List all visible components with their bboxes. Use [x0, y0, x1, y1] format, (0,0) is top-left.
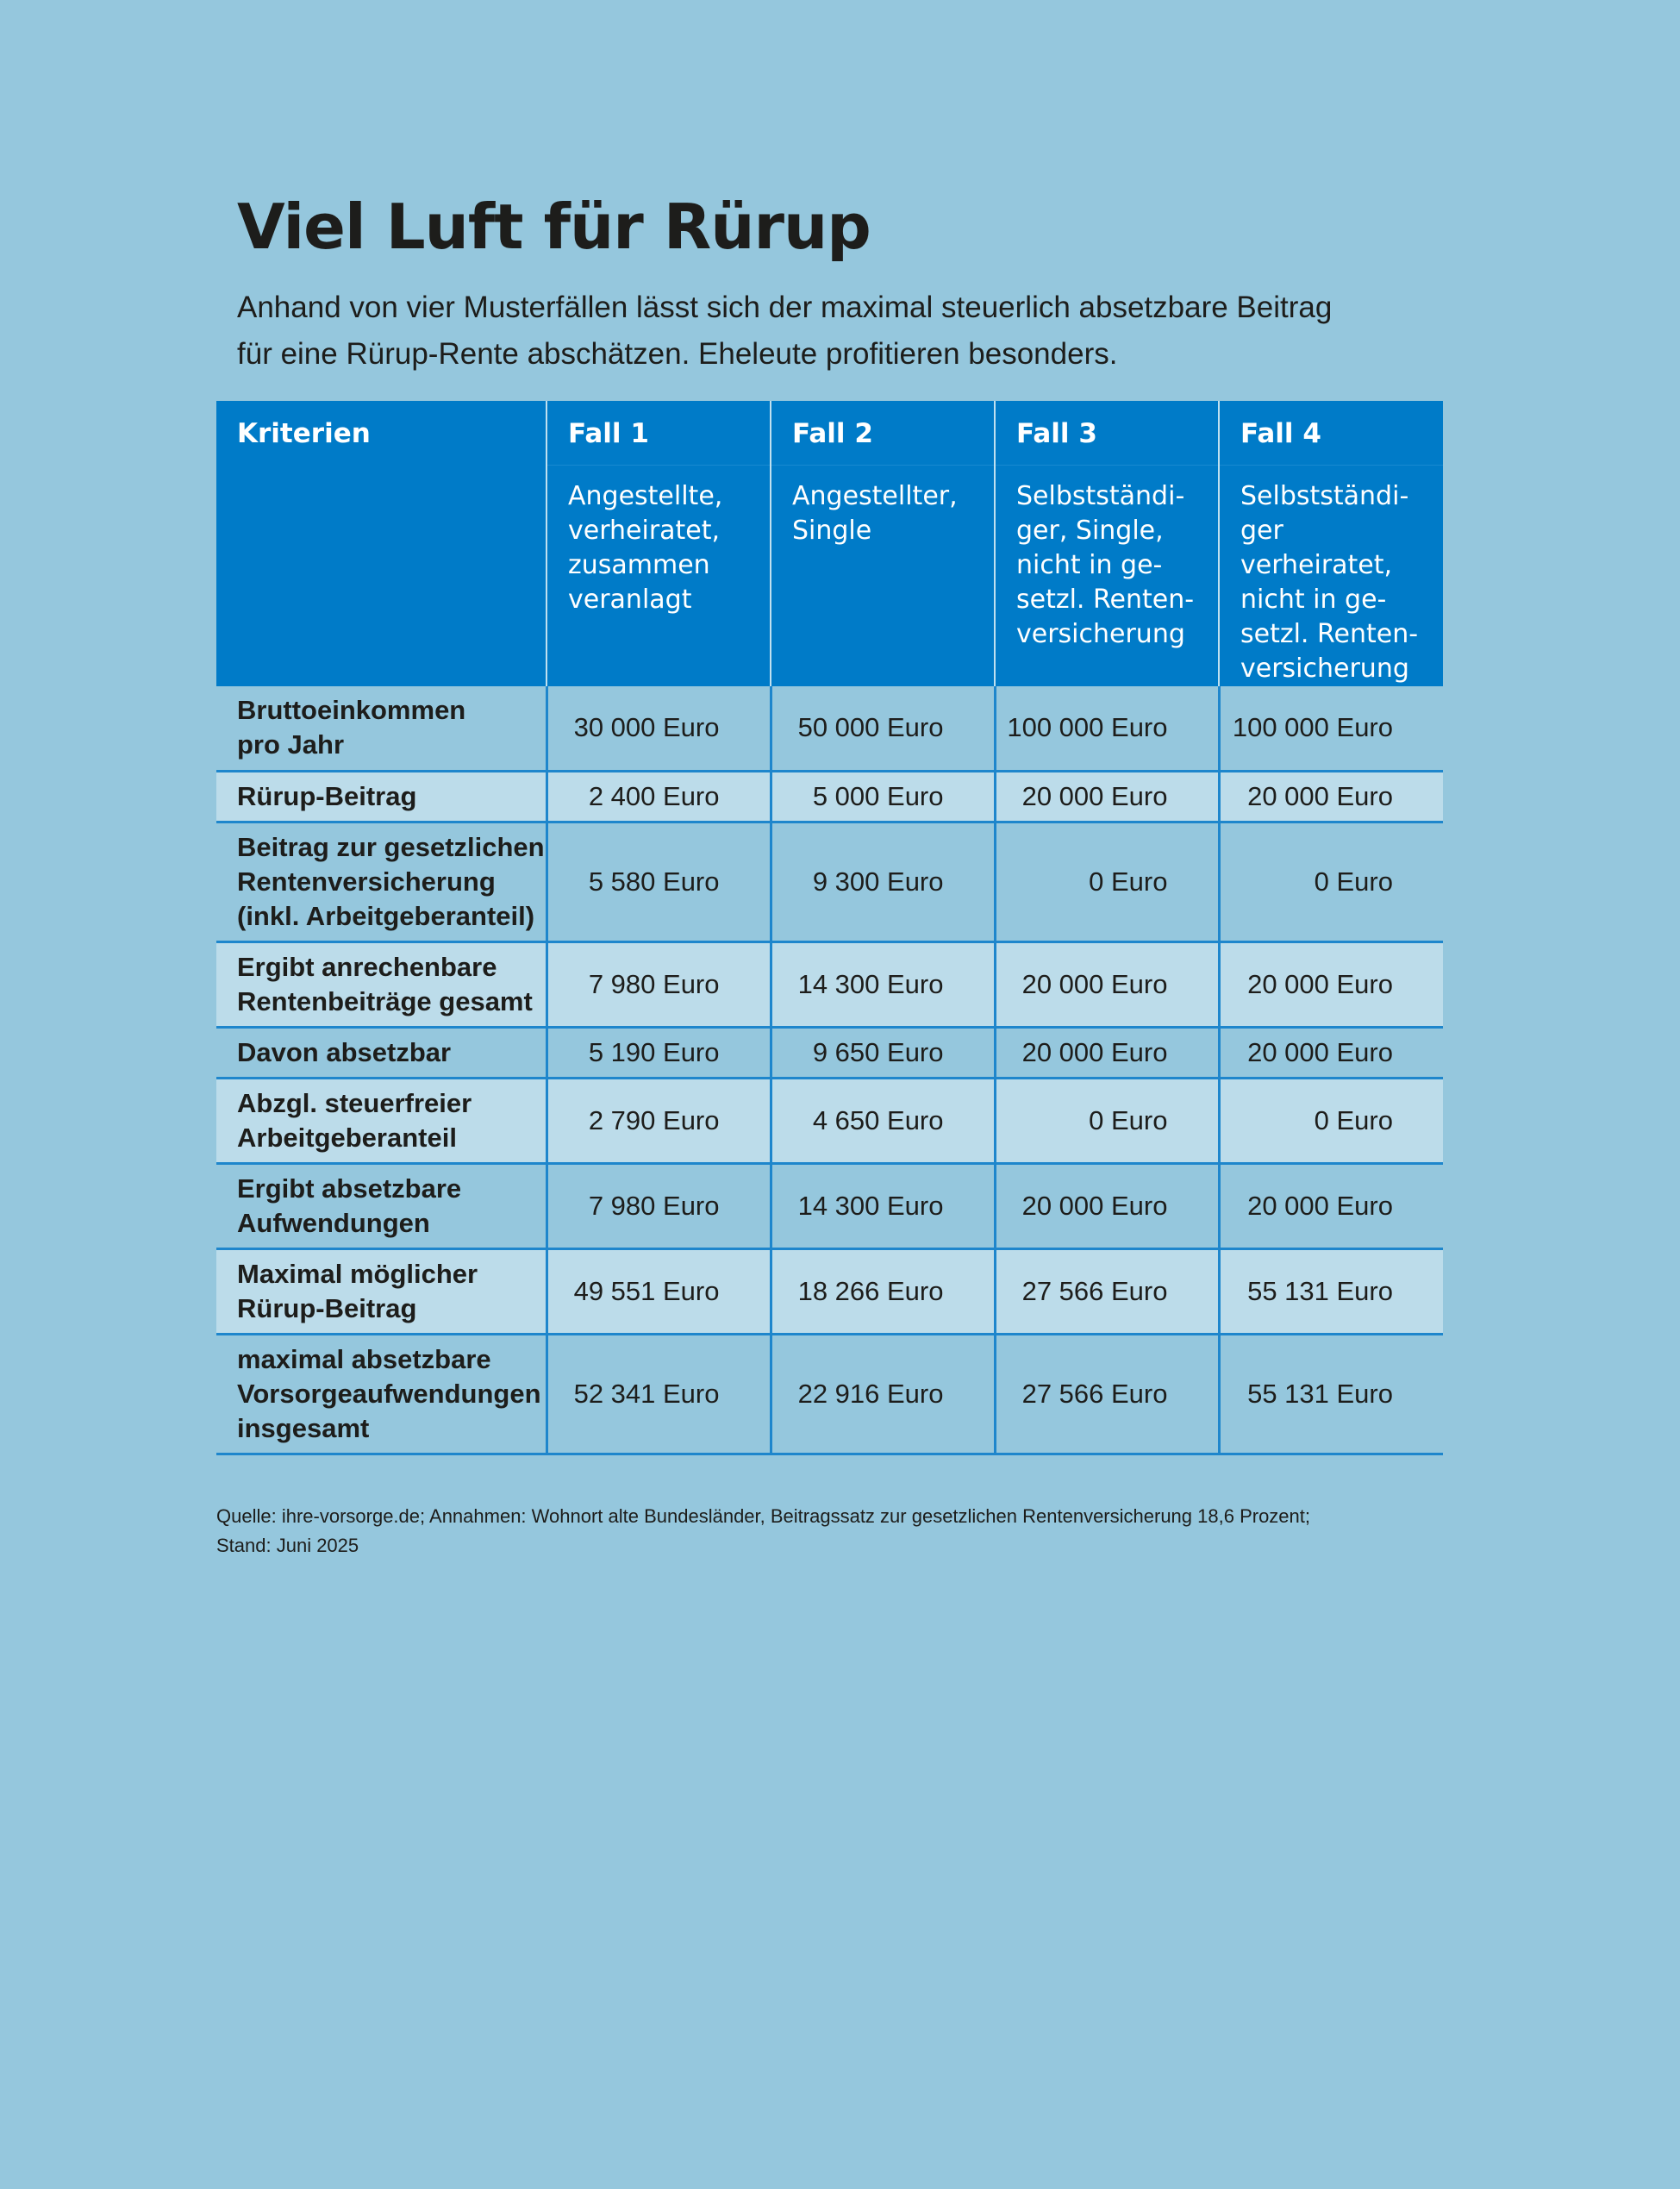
cell-fall-4: 20 000 Euro: [1219, 1028, 1443, 1079]
cell-fall-1: 52 341 Euro: [546, 1335, 771, 1454]
cell-fall-1: 2 790 Euro: [546, 1079, 771, 1164]
cell-fall-4: 0 Euro: [1219, 822, 1443, 942]
column-header-fall-2: Fall 2: [771, 401, 995, 465]
row-label: Maximal möglicher Rürup-Beitrag: [216, 1249, 546, 1335]
cell-fall-1: 2 400 Euro: [546, 772, 771, 822]
cell-fall-4: 20 000 Euro: [1219, 1164, 1443, 1249]
description-empty: [216, 465, 546, 686]
cell-fall-2: 14 300 Euro: [771, 942, 995, 1028]
cell-fall-2: 5 000 Euro: [771, 772, 995, 822]
table-row: [216, 1028, 1443, 1079]
row-label: Davon absetzbar: [216, 1028, 546, 1079]
column-header-fall-4: Fall 4: [1219, 401, 1443, 465]
cell-fall-2: 4 650 Euro: [771, 1079, 995, 1164]
description-row: [216, 465, 1443, 686]
cell-fall-2: 9 650 Euro: [771, 1028, 995, 1079]
table-body: [216, 686, 1443, 1454]
cell-fall-3: 20 000 Euro: [995, 942, 1219, 1028]
cell-fall-3: 0 Euro: [995, 1079, 1219, 1164]
table-row: [216, 772, 1443, 822]
row-label: Rürup-Beitrag: [216, 772, 546, 822]
row-label: Bruttoeinkommen pro Jahr: [216, 686, 546, 772]
cell-fall-2: 50 000 Euro: [771, 686, 995, 772]
cell-fall-4: 100 000 Euro: [1219, 686, 1443, 772]
cell-fall-2: 22 916 Euro: [771, 1335, 995, 1454]
row-label: Abzgl. steuerfreier Arbeitgeberanteil: [216, 1079, 546, 1164]
description-fall-1: Angestellte, verheiratet, zusammen veranlagt: [546, 465, 771, 686]
table-row: [216, 942, 1443, 1028]
cell-fall-3: 27 566 Euro: [995, 1249, 1219, 1335]
cell-fall-3: 27 566 Euro: [995, 1335, 1219, 1454]
row-label: maximal absetzbare Vorsorgeaufwendungen insgesamt: [216, 1335, 546, 1454]
table-header: [216, 401, 1443, 686]
header-row: [216, 401, 1443, 465]
cell-fall-2: 9 300 Euro: [771, 822, 995, 942]
column-header-fall-3: Fall 3: [995, 401, 1219, 465]
source-line-2: Stand: Juni 2025: [216, 1535, 359, 1556]
description-fall-2: Angestellter, Single: [771, 465, 995, 686]
cell-fall-1: 5 190 Euro: [546, 1028, 771, 1079]
cell-fall-1: 7 980 Euro: [546, 1164, 771, 1249]
table-row: [216, 1079, 1443, 1164]
source-line-1: Quelle: ihre-vorsorge.de; Annahmen: Wohnort alte Bundesländer, Beitragssatz zur gesetzlichen Rentenversicherung 18,6 Prozent;: [216, 1505, 1310, 1527]
row-label: Ergibt absetzbare Aufwendungen: [216, 1164, 546, 1249]
comparison-table: [216, 401, 1443, 1455]
row-label: Beitrag zur gesetzlichen Rentenversicherung (inkl. Arbeitgeberanteil): [216, 822, 546, 942]
cell-fall-2: 18 266 Euro: [771, 1249, 995, 1335]
column-header-criteria: Kriterien: [216, 401, 546, 465]
cell-fall-1: 5 580 Euro: [546, 822, 771, 942]
cell-fall-3: 100 000 Euro: [995, 686, 1219, 772]
cell-fall-4: 55 131 Euro: [1219, 1249, 1443, 1335]
table-row: [216, 1249, 1443, 1335]
cell-fall-4: 20 000 Euro: [1219, 772, 1443, 822]
column-header-fall-1: Fall 1: [546, 401, 771, 465]
row-label: Ergibt anrechenbare Rentenbeiträge gesamt: [216, 942, 546, 1028]
cell-fall-2: 14 300 Euro: [771, 1164, 995, 1249]
subtitle-line-2: für eine Rürup-Rente abschätzen. Eheleute profitieren besonders.: [237, 337, 1118, 371]
cell-fall-1: 30 000 Euro: [546, 686, 771, 772]
source-note: [216, 1502, 1492, 1560]
table-row: [216, 822, 1443, 942]
subtitle-line-1: Anhand von vier Musterfällen lässt sich der maximal steuerlich absetzbare Beitrag: [237, 291, 1333, 324]
cell-fall-4: 20 000 Euro: [1219, 942, 1443, 1028]
cell-fall-4: 0 Euro: [1219, 1079, 1443, 1164]
description-fall-3: Selbstständi- ger, Single, nicht in ge- setzl. Renten- versicherung: [995, 465, 1219, 686]
table-row: [216, 1164, 1443, 1249]
page-title: Viel Luft für Rürup: [237, 191, 871, 263]
subtitle: [237, 285, 1461, 378]
table-row: [216, 1335, 1443, 1454]
cell-fall-4: 55 131 Euro: [1219, 1335, 1443, 1454]
cell-fall-3: 20 000 Euro: [995, 772, 1219, 822]
cell-fall-3: 0 Euro: [995, 822, 1219, 942]
cell-fall-3: 20 000 Euro: [995, 1164, 1219, 1249]
description-fall-4: Selbstständi- ger verheiratet, nicht in ge- setzl. Renten- versicherung: [1219, 465, 1443, 686]
cell-fall-3: 20 000 Euro: [995, 1028, 1219, 1079]
table-row: [216, 686, 1443, 772]
cell-fall-1: 49 551 Euro: [546, 1249, 771, 1335]
cell-fall-1: 7 980 Euro: [546, 942, 771, 1028]
